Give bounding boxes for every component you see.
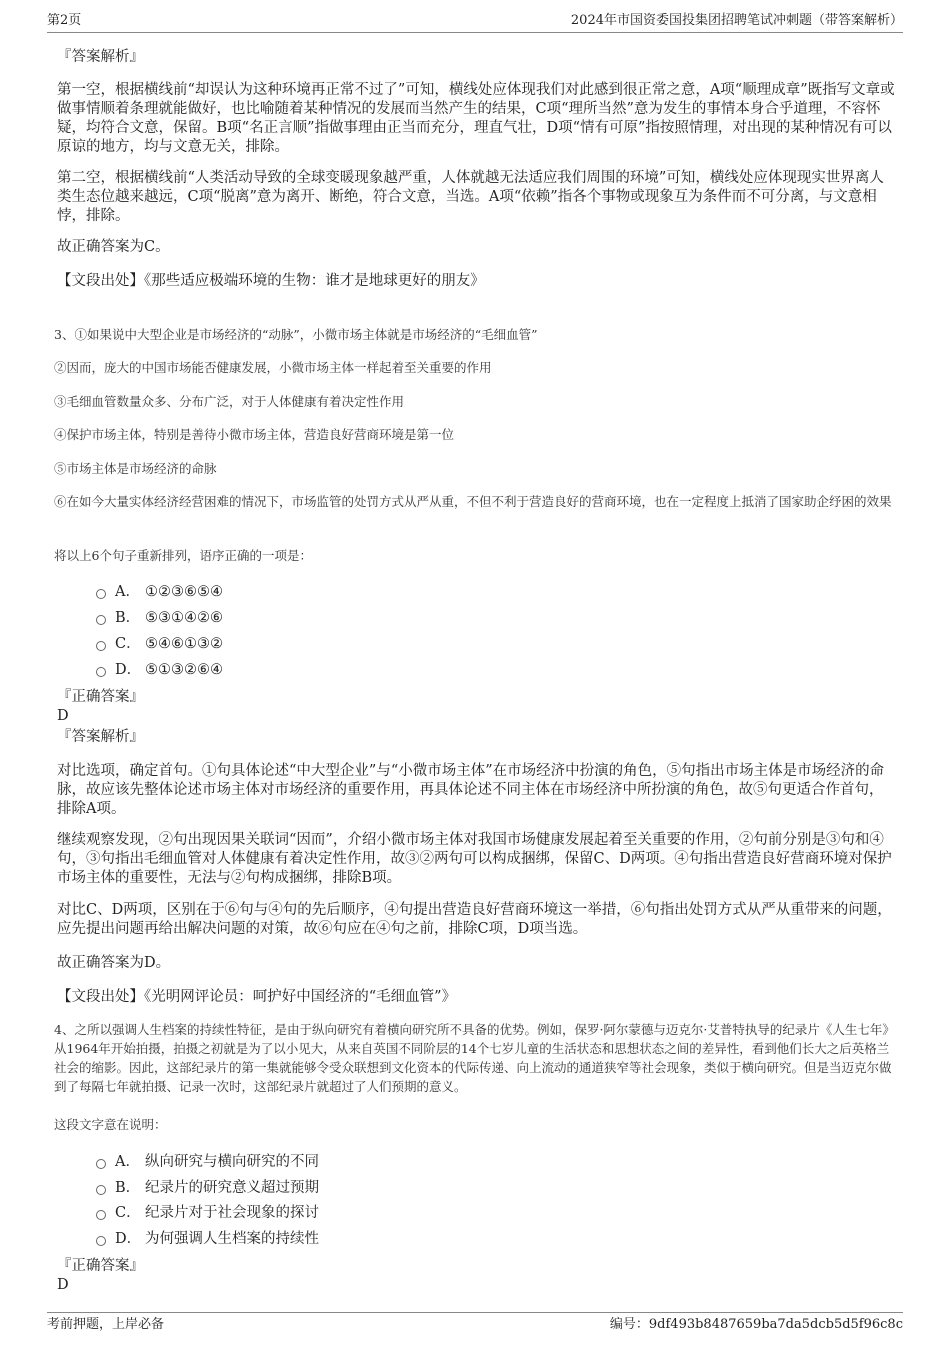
correct-answer-label: 『正确答案』 — [57, 689, 144, 705]
analysis-paragraph: 对比选项，确定首句。①句具体论述“中大型企业”与“小微市场主体”在市场经济中扮演的角色，⑤句指出市场主体是市场经济的命脉，故应该先整体论述市场主体对市场经济的重要作用，再具体论述不同主体在市场经济中所扮演的角色，故⑤句更适合作首句，排除A项。 — [57, 763, 885, 817]
page-number: 第2页 — [47, 13, 82, 28]
option-c-radio[interactable]: C． ⑤④⑥①③② — [96, 634, 223, 654]
analysis-conclusion: 故正确答案为D。 — [57, 955, 171, 971]
document-title: 2024年市国资委国投集团招聘笔试冲刺题（带答案解析） — [570, 13, 903, 28]
question-4-prompt: 这段文字意在说明： — [54, 1117, 167, 1132]
question-3-line: ⑥在如今大量实体经济经营困难的情况下，市场监管的处罚方式从严从重，不但不利于营造良好的营商环境，也在一定程度上抵消了国家助企纾困的效果 — [54, 494, 892, 509]
radio-circle-icon — [96, 1159, 106, 1169]
option-a-radio[interactable]: A． 纵向研究与横向研究的不同 — [96, 1152, 319, 1172]
question-3-line: ⑤市场主体是市场经济的命脉 — [54, 461, 217, 476]
correct-answer: D — [57, 1277, 69, 1293]
radio-circle-icon — [96, 589, 106, 599]
option-b-radio[interactable]: B． 纪录片的研究意义超过预期 — [96, 1178, 319, 1198]
document-serial: 编号：9df493b8487659ba7da5dcb5d5f96c8c — [609, 1317, 903, 1332]
analysis-label: 『答案解析』 — [57, 49, 144, 65]
question-4-stem: 4、之所以强调人生档案的持续性特征，是由于纵向研究有着横向研究所不具备的优势。例如，保罗·阿尔蒙德与迈克尔·艾普特执导的纪录片《人生七年》从1964年开始拍摄，拍摄之初就是为了以小见大，从来自英国不同阶层的14个七岁儿童的生活状态和思想状态之间的差异性，看到他们长大之后英格兰社会的缩影。因此，这部纪录片的第一集就能够令受众联想到文化资本的代际传递、向上流动的通道狭窄等社会现象，类似于横向研究。但是当迈克尔做到了每隔七年就拍摄、记录一次时，这部纪录片就超过了人们预期的意义。 — [54, 1022, 895, 1094]
analysis-paragraph: 第二空，根据横线前“人类活动导致的全球变暖现象越严重，人体就越无法适应我们周围的环境”可知，横线处应体现现实世界离人类生态位越来越远，C项“脱离”意为离开、断绝，符合文意，当选。A项“依赖”指各个事物或现象互为条件而不可分离，与文意相悖，排除。 — [57, 170, 884, 224]
option-b-radio[interactable]: B． ⑤③①④②⑥ — [96, 608, 223, 628]
option-d-radio[interactable]: D． ⑤①③②⑥④ — [96, 660, 223, 680]
question-3-line: ④保护市场主体，特别是善待小微市场主体，营造良好营商环境是第一位 — [54, 427, 455, 442]
question-3-line: ②因而，庞大的中国市场能否健康发展，小微市场主体一样起着至关重要的作用 — [54, 360, 492, 375]
radio-circle-icon — [96, 1210, 106, 1220]
radio-circle-icon — [96, 1236, 106, 1246]
passage-source: 【文段出处】《那些适应极端环境的生物：谁才是地球更好的朋友》 — [57, 273, 485, 289]
footer-slogan: 考前押题，上岸必备 — [47, 1317, 165, 1332]
page-footer — [47, 1312, 903, 1335]
option-c-radio[interactable]: C． 纪录片对于社会现象的探讨 — [96, 1203, 319, 1223]
radio-circle-icon — [96, 641, 106, 651]
passage-source: 【文段出处】《光明网评论员：呵护好中国经济的“毛细血管”》 — [57, 989, 457, 1005]
analysis-conclusion: 故正确答案为C。 — [57, 239, 170, 255]
page-header — [47, 12, 903, 33]
option-d-radio[interactable]: D． 为何强调人生档案的持续性 — [96, 1229, 319, 1249]
analysis-label: 『答案解析』 — [57, 729, 144, 745]
option-a-radio[interactable]: A． ①②③⑥⑤④ — [96, 582, 223, 602]
analysis-paragraph: 对比C、D两项，区别在于⑥句与④句的先后顺序，④句提出营造良好营商环境这一举措，⑥句指出处罚方式从严从重带来的问题，应先提出问题再给出解决问题的对策，故⑥句应在④句之前，排除C项，D项当选。 — [57, 902, 892, 937]
radio-circle-icon — [96, 615, 106, 625]
correct-answer-label: 『正确答案』 — [57, 1258, 144, 1274]
correct-answer: D — [57, 708, 69, 724]
question-3-line: ③毛细血管数量众多、分布广泛，对于人体健康有着决定性作用 — [54, 394, 405, 409]
analysis-paragraph: 继续观察发现，②句出现因果关联词“因而”，介绍小微市场主体对我国市场健康发展起着至关重要的作用，②句前分别是③句和④句，③句指出毛细血管对人体健康有着决定性作用，故③②两句可以构成捆绑，保留C、D两项。④句指出营造良好营商环境对保护市场主体的重要性，无法与②句构成捆绑，排除B项。 — [57, 832, 892, 886]
radio-circle-icon — [96, 1185, 106, 1195]
question-3-line: 3、①如果说中大型企业是市场经济的“动脉”，小微市场主体就是市场经济的“毛细血管” — [54, 327, 538, 342]
question-3-prompt: 将以上6个句子重新排列，语序正确的一项是： — [54, 548, 312, 563]
radio-circle-icon — [96, 667, 106, 677]
analysis-paragraph: 第一空，根据横线前“却误认为这种环境再正常不过了”可知，横线处应体现我们对此感到很正常之意，A项“顺理成章”既指写文章或做事情顺着条理就能做好，也比喻随着某种情况的发展而当然产生的结果，C项“理所当然”意为发生的事情本身合乎道理，不容怀疑，均符合文意，保留。B项“名正言顺”指做事理由正当而充分，理直气壮，D项“情有可原”指按照情理，对出现的某种情况有可以原谅的地方，均与文意无关，排除。 — [57, 82, 895, 155]
